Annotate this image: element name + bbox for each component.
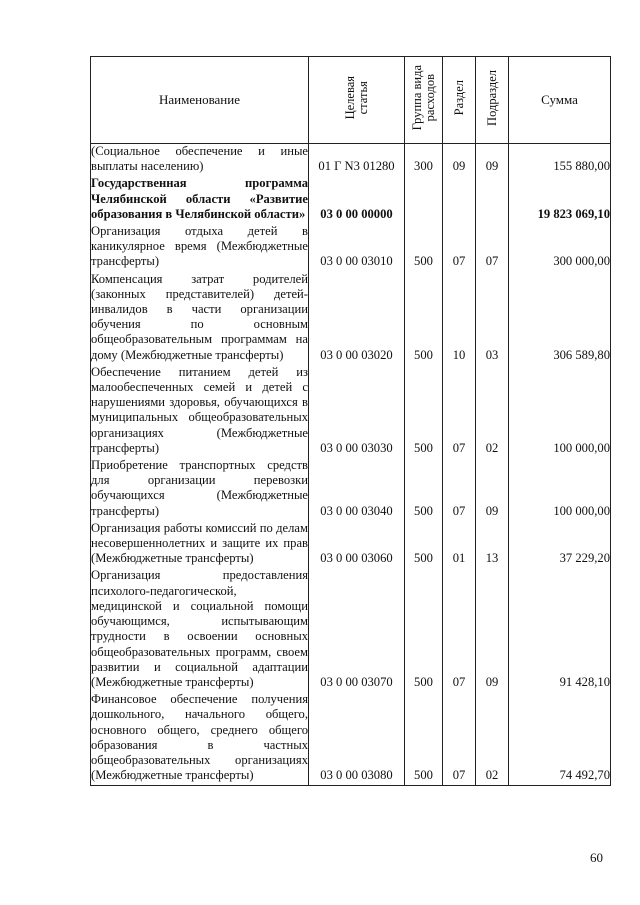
header-expense-group: Группа вида расходов	[405, 57, 443, 144]
cell-sum: 300 000,00	[509, 224, 611, 272]
cell-group: 500	[405, 365, 443, 458]
cell-name: Приобретение транспортных средств для организации перевозки обучающихся (Межбюджетные трансферты)	[91, 458, 309, 521]
table-body	[91, 144, 611, 786]
table-row	[91, 144, 611, 177]
cell-group: 500	[405, 568, 443, 692]
cell-name: Компенсация затрат родителей (законных представителей) детей-инвалидов в части организации обучения по основным общеобразовательным программам на дому (Межбюджетные трансферты)	[91, 272, 309, 365]
header-section: Раздел	[443, 57, 476, 144]
table-row	[91, 176, 611, 224]
cell-name: Государственная программа Челябинской области «Развитие образования в Челябинской области»	[91, 176, 309, 224]
cell-group: 500	[405, 692, 443, 786]
cell-subsection: 09	[476, 144, 509, 177]
table-row	[91, 692, 611, 786]
table-row	[91, 568, 611, 692]
header-target-article: Целевая статья	[309, 57, 405, 144]
cell-name: (Социальное обеспечение и иные выплаты населению)	[91, 144, 309, 177]
cell-subsection: 07	[476, 224, 509, 272]
cell-section: 07	[443, 458, 476, 521]
cell-subsection: 09	[476, 568, 509, 692]
cell-name: Организация работы комиссий по делам несовершеннолетних и защите их прав (Межбюджетные трансферты)	[91, 521, 309, 569]
cell-name: Обеспечение питанием детей из малообеспеченных семей и детей с нарушениями здоровья, обучающихся в муниципальных общеобразовательных организациях (Межбюджетные трансферты)	[91, 365, 309, 458]
header-name: Наименование	[91, 57, 309, 144]
cell-sum: 91 428,10	[509, 568, 611, 692]
cell-section	[443, 176, 476, 224]
cell-sum: 100 000,00	[509, 365, 611, 458]
header-sum: Сумма	[509, 57, 611, 144]
budget-table	[90, 56, 611, 786]
cell-section: 10	[443, 272, 476, 365]
cell-section: 07	[443, 365, 476, 458]
cell-group: 500	[405, 458, 443, 521]
cell-subsection: 13	[476, 521, 509, 569]
cell-code: 03 0 00 03070	[309, 568, 405, 692]
table-row	[91, 458, 611, 521]
cell-code: 03 0 00 00000	[309, 176, 405, 224]
cell-sum: 100 000,00	[509, 458, 611, 521]
cell-group: 300	[405, 144, 443, 177]
cell-subsection	[476, 176, 509, 224]
cell-subsection: 02	[476, 692, 509, 786]
cell-code: 01 Г N3 01280	[309, 144, 405, 177]
cell-section: 07	[443, 224, 476, 272]
cell-group: 500	[405, 272, 443, 365]
page-number: 60	[590, 850, 603, 865]
cell-code: 03 0 00 03010	[309, 224, 405, 272]
header-subsection: Подраздел	[476, 57, 509, 144]
cell-name: Организация отдыха детей в каникулярное время (Межбюджетные трансферты)	[91, 224, 309, 272]
cell-code: 03 0 00 03030	[309, 365, 405, 458]
cell-section: 07	[443, 692, 476, 786]
table-header-row	[91, 57, 611, 144]
cell-section: 07	[443, 568, 476, 692]
cell-subsection: 02	[476, 365, 509, 458]
cell-name: Финансовое обеспечение получения дошкольного, начального общего, основного общего, среднего общего образования в частных общеобразовательных организациях (Межбюджетные трансферты)	[91, 692, 309, 786]
cell-sum: 19 823 069,10	[509, 176, 611, 224]
table-row	[91, 224, 611, 272]
cell-subsection: 09	[476, 458, 509, 521]
cell-section: 01	[443, 521, 476, 569]
table-row	[91, 272, 611, 365]
cell-sum: 306 589,80	[509, 272, 611, 365]
cell-code: 03 0 00 03020	[309, 272, 405, 365]
cell-group	[405, 176, 443, 224]
cell-subsection: 03	[476, 272, 509, 365]
cell-code: 03 0 00 03060	[309, 521, 405, 569]
cell-sum: 155 880,00	[509, 144, 611, 177]
cell-section: 09	[443, 144, 476, 177]
table-row	[91, 365, 611, 458]
cell-code: 03 0 00 03080	[309, 692, 405, 786]
cell-sum: 74 492,70	[509, 692, 611, 786]
cell-name: Организация предоставления психолого-педагогической, медицинской и социальной помощи обучающимся, испытывающим трудности в освоении основных общеобразовательных программ, своем развитии и социальной адаптации (Межбюджетные трансферты)	[91, 568, 309, 692]
cell-code: 03 0 00 03040	[309, 458, 405, 521]
cell-group: 500	[405, 224, 443, 272]
table-row	[91, 521, 611, 569]
cell-group: 500	[405, 521, 443, 569]
cell-sum: 37 229,20	[509, 521, 611, 569]
